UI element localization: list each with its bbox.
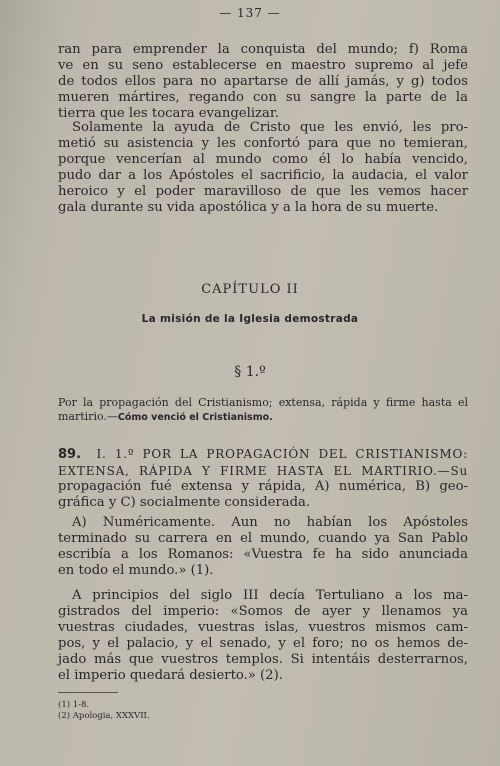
text-line: terminado su carrera en el mundo, cuando ya San Pablo — [58, 531, 468, 546]
text-line: A principios del siglo III decía Tertuliano a los ma- — [72, 588, 468, 603]
text-line: escribía a los Romanos: «Vuestra fe ha sido anunciada — [58, 547, 468, 562]
text-line: Solamente la ayuda de Cristo que les envió, les pro- — [72, 120, 468, 135]
summary-line — [58, 410, 468, 425]
text-line: porque vencerían al mundo como él lo había vencido, — [58, 152, 468, 167]
paragraph-tertullian — [58, 588, 468, 684]
text-line: en todo el mundo.» (1). — [58, 563, 214, 578]
paragraph-89 — [58, 446, 468, 511]
paragraph-number: 89. — [58, 447, 82, 462]
chapter-heading: CAPÍTULO II — [201, 282, 299, 297]
text-line: gráfica y C) socialmente considerada. — [58, 495, 311, 510]
text-line: propagación fué extensa y rápida, A) numérica, B) geo- — [58, 479, 468, 494]
summary-line: Por la propagación del Cristianismo; extensa, rápida y firme hasta el — [58, 396, 468, 409]
paragraph-heading: I. 1.º POR LA PROPAGACIÓN DEL CRISTIANISMO: — [96, 447, 468, 461]
paragraph-heading: EXTENSA, RÁPIDA Y FIRME HASTA EL MARTIRIO.—Su — [58, 464, 468, 478]
text-line: tierra que les tocara evangelizar. — [58, 106, 279, 121]
chapter-subtitle: La misión de la Iglesia demostrada — [141, 313, 359, 325]
footnotes — [58, 700, 468, 722]
footnote: (2) Apologia, XXXVII. — [58, 711, 150, 721]
text-line: ran para emprender la conquista del mundo; f) Roma — [58, 42, 468, 57]
footnote-divider — [58, 692, 118, 693]
text-line: A) Numéricamente. Aun no habían los Apóstoles — [72, 515, 468, 530]
section-summary — [58, 396, 468, 425]
section-mark: § 1.º — [234, 364, 266, 380]
text-line: gala durante su vida apostólica y a la hora de su muerte. — [58, 200, 439, 215]
footnote: (1) 1-8. — [58, 700, 90, 710]
text-line: mueren mártires, regando con su sangre la parte de la — [58, 90, 468, 105]
paragraph-apostles — [58, 120, 468, 216]
text-line: vuestras ciudades, vuestras islas, vuestros mismos cam- — [58, 620, 468, 635]
text-line: metió su asistencia y les confortó para que no temieran, — [58, 136, 468, 151]
text-line: pudo dar a los Apóstoles el sacrificio, la audacia, el valor — [58, 168, 468, 183]
summary-bold-text: Cómo venció el Cristianismo. — [117, 412, 273, 423]
text-line: de todos ellos para no apartarse de allí jamás, y g) todos — [58, 74, 468, 89]
text-line — [58, 446, 468, 463]
text-line: gistrados del imperio: «Somos de ayer y llenamos ya — [58, 604, 468, 619]
text-line: jado más que vuestros templos. Si intentáis desterrarnos, — [58, 652, 468, 667]
text-line: heroico y el poder maravilloso de que les vemos hacer — [58, 184, 468, 199]
text-line: el imperio quedará desierto.» (2). — [58, 668, 283, 683]
paragraph-continuation — [58, 42, 468, 122]
page-number: — 137 — — [219, 6, 281, 20]
text-line: ve en su seno establecerse en maestro supremo al jefe — [58, 58, 468, 73]
summary-text: martirio.— — [58, 410, 118, 423]
text-line: pos, y el palacio, y el senado, y el foro; no os hemos de- — [58, 636, 468, 651]
paragraph-numerically — [58, 515, 468, 579]
